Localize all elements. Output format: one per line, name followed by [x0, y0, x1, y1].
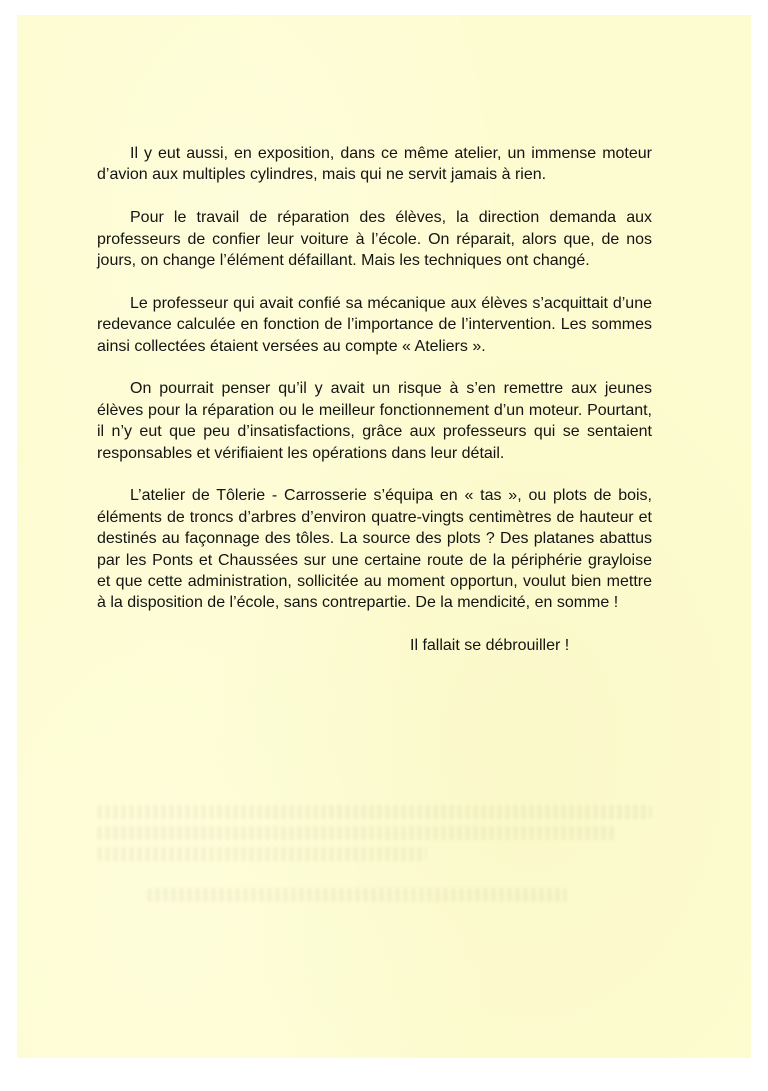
bleed-through-mark: [97, 847, 427, 861]
bleed-through-mark: [97, 805, 652, 819]
body-text: [97, 143, 652, 657]
bleed-through-mark: [147, 888, 567, 902]
paragraph-reparation: Pour le travail de réparation des élèves, la direction demanda aux professeurs de confier leur voiture à l’école. On réparait, alors que, de nos jours, on change l’élément défaillant. Mais les techniques ont changé.: [97, 209, 652, 270]
paragraph-tolerie: L’atelier de Tôlerie - Carrosserie s’équipa en « tas », ou plots de bois, éléments de troncs d’arbres d’environ quatre-vingts centimètres de hauteur et destinés au façonnage des tôles. La source des plots ? Des platanes abattus par les Ponts et Chaussées sur une certaine route de la périphérie grayloise et que cette administration, sollicitée au moment opportun, voulut bien mettre à la disposition de l’école, sans contrepartie. De la mendicité, en somme !: [97, 487, 652, 612]
scanned-page: [17, 15, 751, 1058]
paragraph-moteur-avion: Il y eut aussi, en exposition, dans ce même atelier, un immense moteur d’avion aux multiples cylindres, mais qui ne servit jamais à rien.: [97, 145, 652, 184]
paragraph-risque: On pourrait penser qu’il y avait un risque à s’en remettre aux jeunes élèves pour la réparation ou le meilleur fonctionnement d’un moteur. Pourtant, il n’y eut que peu d’insatisfactions, grâce aux professeurs qui se sentaient responsables et vérifiaient les opérations dans leur détail.: [97, 380, 652, 462]
closing-line: Il fallait se débrouiller !: [410, 637, 570, 655]
bleed-through-mark: [97, 826, 617, 840]
paragraph-redevance: Le professeur qui avait confié sa mécanique aux élèves s’acquittait d’une redevance calculée en fonction de l’importance de l’intervention. Les sommes ainsi collectées étaient versées au compte « Ateliers ».: [97, 294, 652, 355]
